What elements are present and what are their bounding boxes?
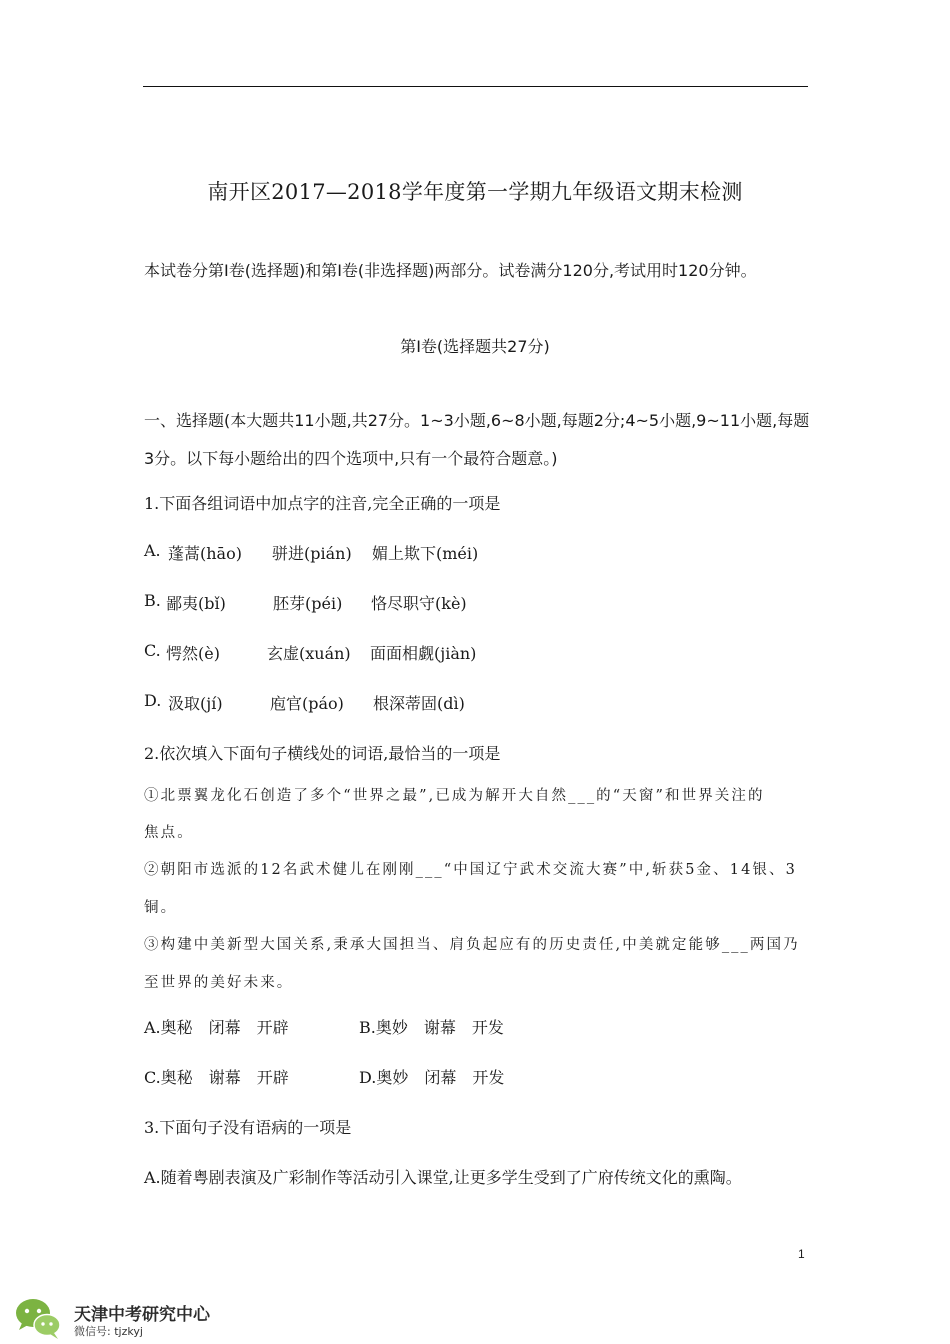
option-word: 鄙夷(bǐ)	[166, 594, 226, 613]
q1-stem: 1.下面各组词语中加点字的注音,完全正确的一项是	[144, 494, 501, 513]
q3-option-a: A.随着粤剧表演及广彩制作等活动引入课堂,让更多学生受到了广府传统文化的熏陶。	[144, 1168, 742, 1187]
q2-option-d: D.奥妙 闭幕 开发	[359, 1068, 505, 1087]
exam-intro: 本试卷分第Ⅰ卷(选择题)和第Ⅰ卷(非选择题)两部分。试卷满分120分,考试用时120分钟。	[144, 261, 757, 280]
option-word: 媚上欺下(méi)	[372, 544, 479, 563]
q2-sentence2-line1: ②朝阳市选派的12名武术健儿在刚刚___“中国辽宁武术交流大赛”中,斩获5金、14银、3	[144, 862, 797, 878]
footer-org-name: 天津中考研究中心	[74, 1305, 210, 1325]
header-rule	[143, 86, 808, 87]
q2-sentence1-line2: 焦点。	[144, 825, 194, 841]
q2-sentence3-line1: ③构建中美新型大国关系,秉承大国担当、肩负起应有的历史责任,中美就定能够___两国乃	[144, 937, 800, 953]
option-word: 汲取(jí)	[168, 694, 223, 713]
option-word: 面面相觑(jiàn)	[370, 644, 477, 663]
q2-sentence3-line2: 至世界的美好未来。	[144, 975, 294, 991]
q2-option-b: B.奥妙 谢幕 开发	[359, 1018, 504, 1037]
option-label: D.	[144, 691, 162, 710]
wechat-chat-bubbles-icon	[14, 1296, 62, 1340]
section1-instructions-line1: 一、选择题(本大题共11小题,共27分。1~3小题,6~8小题,每题2分;4~5小题,9~11小题,每题	[144, 411, 810, 430]
exam-title: 南开区2017—2018学年度第一学期九年级语文期末检测	[207, 180, 743, 204]
option-label: C.	[144, 641, 161, 660]
option-word: 骈进(pián)	[272, 544, 352, 563]
q2-option-a: A.奥秘 闭幕 开辟	[144, 1018, 289, 1037]
q2-sentence1-line1: ①北票翼龙化石创造了多个“世界之最”,已成为解开大自然___的“天窗”和世界关注的	[144, 788, 765, 804]
section-header: 第Ⅰ卷(选择题共27分)	[400, 337, 550, 356]
q2-option-c: C.奥秘 谢幕 开辟	[144, 1068, 289, 1087]
option-word: 根深蒂固(dì)	[373, 694, 465, 713]
option-word: 蓬蒿(hāo)	[168, 544, 242, 563]
q3-stem: 3.下面句子没有语病的一项是	[144, 1118, 352, 1137]
footer-wechat-id: 微信号: tjzkyj	[74, 1325, 143, 1338]
q2-sentence2-line2: 铜。	[144, 900, 178, 916]
option-label: A.	[144, 541, 161, 560]
option-word: 胚芽(péi)	[273, 594, 343, 613]
page-number: 1	[798, 1247, 805, 1261]
option-word: 恪尽职守(kè)	[371, 594, 467, 613]
option-word: 愕然(è)	[166, 644, 220, 663]
q2-stem: 2.依次填入下面句子横线处的词语,最恰当的一项是	[144, 744, 501, 763]
section1-instructions-line2: 3分。以下每小题给出的四个选项中,只有一个最符合题意。)	[144, 449, 558, 468]
option-word: 玄虚(xuán)	[267, 644, 351, 663]
option-label: B.	[144, 591, 161, 610]
option-word: 庖官(páo)	[270, 694, 344, 713]
